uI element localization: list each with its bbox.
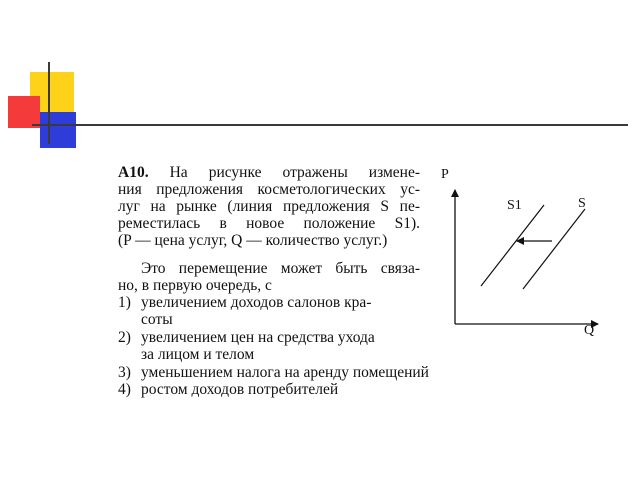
question-line-5: (P — цена услуг, Q — количество услуг.) (118, 232, 388, 249)
prompt-line-1: Это перемещение может быть связа- (141, 260, 420, 277)
option-1-line-1: увеличением доходов салонов кра- (141, 294, 372, 311)
question-line-4: реместилась в новое положение S1). (118, 215, 420, 232)
option-2-line-2: за лицом и телом (141, 346, 255, 363)
y-axis-label: P (441, 167, 449, 182)
curve-s1-label: S1 (507, 198, 522, 213)
option-2-line-1: увеличением цен на средства ухода (141, 329, 375, 346)
option-1-number: 1) (118, 294, 131, 311)
option-2-number: 2) (118, 329, 131, 346)
question-line-3: луг на рынке (линия предложения S пе- (118, 198, 420, 215)
option-3-line-1: уменьшением налога на аренду помещений (141, 364, 429, 381)
curve-s-label: S (578, 196, 586, 211)
question-line-1: А10. На рисунке отражены измене- (118, 164, 420, 181)
question-line-2: ния предложения косметологических ус- (118, 181, 420, 198)
option-4-line-1: ростом доходов потребителей (141, 381, 339, 398)
x-axis-label: Q (584, 323, 595, 338)
option-3-number: 3) (118, 364, 131, 381)
option-4-number: 4) (118, 381, 131, 398)
prompt-line-2: но, в первую очередь, с (118, 277, 272, 294)
option-1-line-2: соты (141, 311, 173, 328)
question-number: А10. (118, 164, 149, 181)
